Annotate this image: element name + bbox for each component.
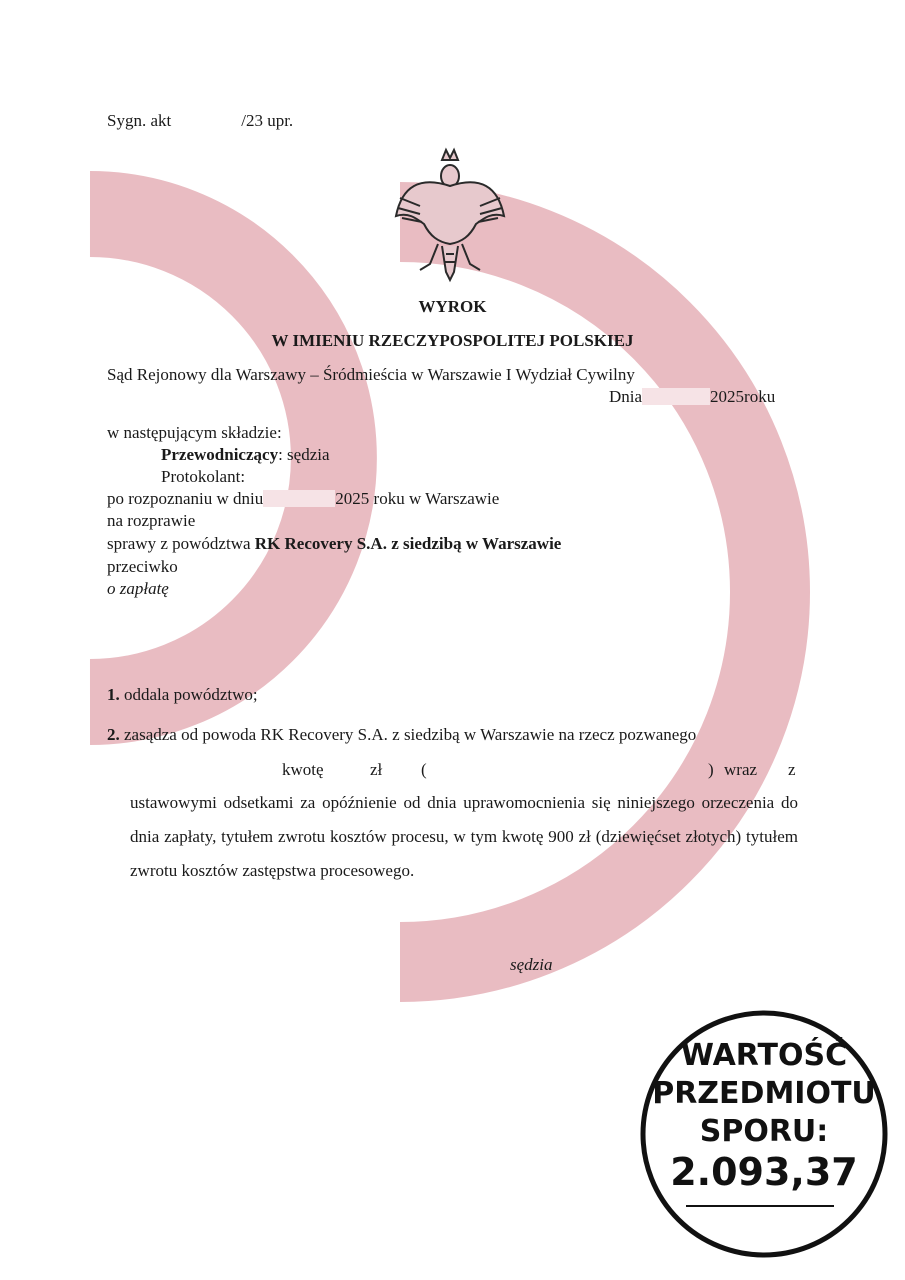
composition-intro: w następującym składzie:	[107, 423, 282, 442]
stamp-line-1: WARTOŚĆ	[680, 1038, 848, 1073]
case-parties: sprawy z powództwa RK Recovery S.A. z siedzibą w Warszawie	[107, 534, 562, 553]
court-name: Sąd Rejonowy dla Warszawy – Śródmieścia w Warszawie I Wydział Cywilny	[107, 365, 635, 384]
plaintiff-name: RK Recovery S.A. z siedzibą w Warszawie	[254, 534, 562, 553]
judgment-subtitle: W IMIENIU RZECZYPOSPOLITEJ POLSKIEJ	[271, 331, 634, 350]
judge-signature: sędzia	[510, 955, 553, 974]
stamp-line-2: PRZEDMIOTU	[652, 1076, 876, 1111]
session-type: na rozprawie	[107, 511, 196, 530]
redacted-hearing-date	[263, 490, 335, 507]
hearing-date: po rozpoznaniu w dniu 2025 roku w Warszawie	[107, 489, 500, 508]
polish-eagle-emblem-icon	[390, 146, 510, 286]
ruling-item: 2. zasądza od powoda RK Recovery S.A. z siedzibą w Warszawie na rzecz pozwanego	[107, 725, 697, 744]
judgment-date: Dnia 2025roku	[609, 387, 776, 406]
case-subject: o zapłatę	[107, 579, 169, 598]
judgment-title: WYROK	[418, 297, 487, 316]
stamp-line-3: SPORU:	[699, 1114, 829, 1149]
case-signature: Sygn. akt /23 upr.	[107, 111, 294, 130]
redacted-case-number	[171, 112, 241, 129]
ruling-item: 1. oddala powództwo;	[107, 685, 258, 704]
redacted-date	[642, 388, 710, 405]
dispute-value: 2.093,37	[670, 1150, 858, 1194]
presiding-judge: Przewodniczący: sędzia	[161, 445, 330, 464]
court-clerk: Protokolant:	[161, 467, 246, 486]
redacted-amount-words	[430, 762, 706, 779]
against-label: przeciwko	[107, 557, 178, 576]
ruling-details: ustawowymi odsetkami za opóźnienie od dnia uprawomocnienia się niniejszego orzeczenia do dnia zapłaty, tytułem zwrotu kosztów procesu, w tym kwotę 900 zł (dziewięćset złotych) tytułem zwrotu kosztów zastępstwa procesowego.	[130, 793, 798, 880]
